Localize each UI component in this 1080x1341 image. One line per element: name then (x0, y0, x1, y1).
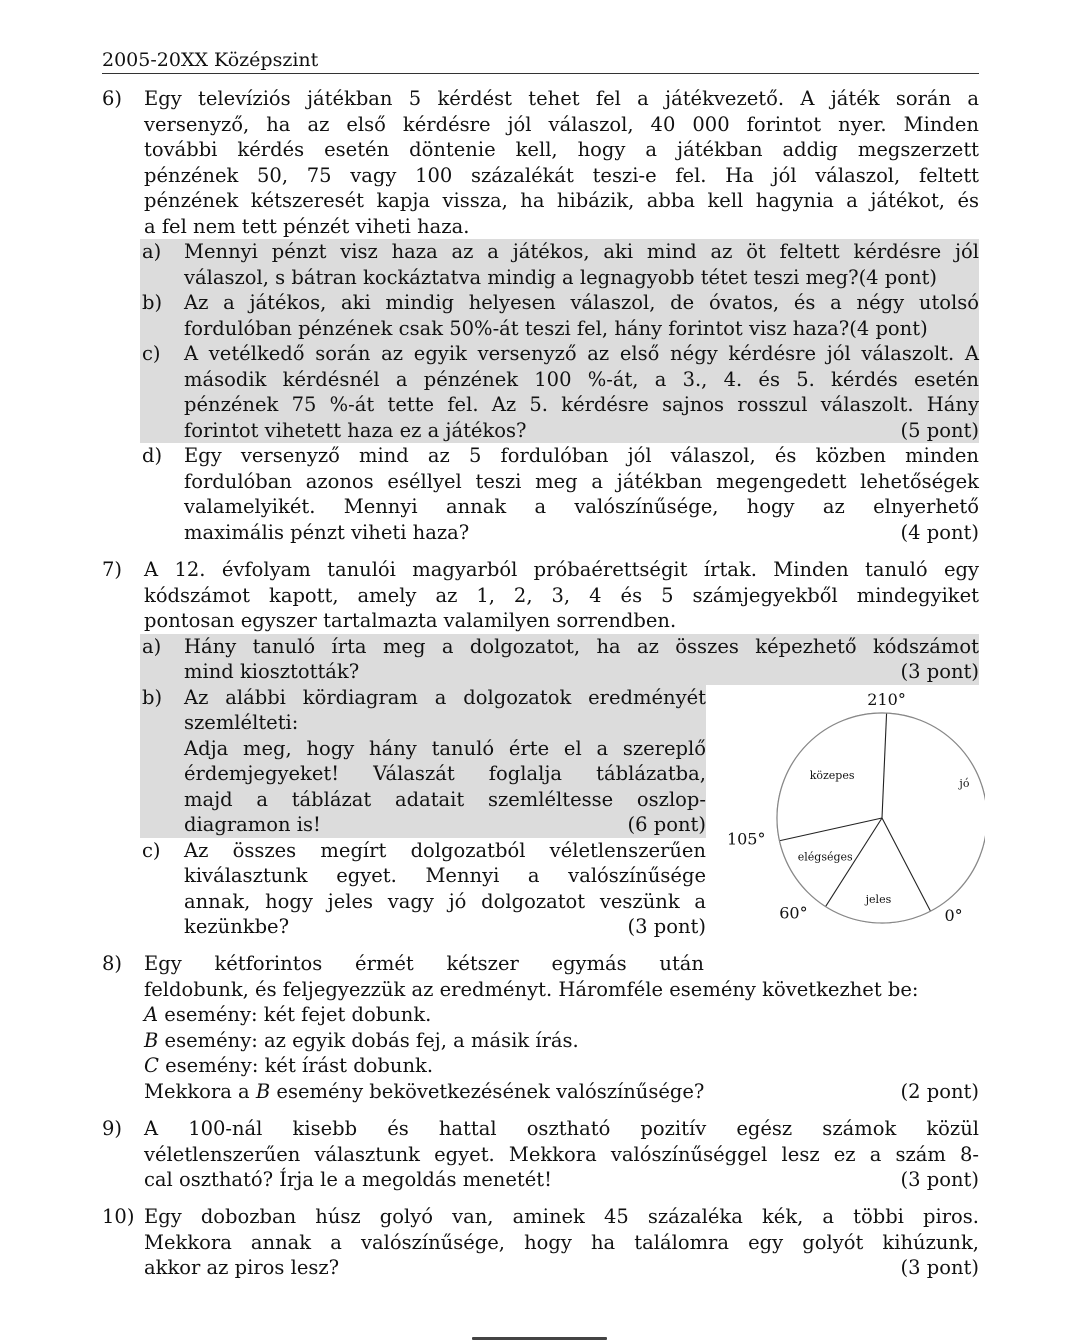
text-line: Az alábbi kördiagram a dolgozatok eredményét (184, 685, 706, 709)
points-label: (3 pont) (900, 1256, 979, 1279)
text-line: a fel nem tett pénzét viheti haza. (144, 214, 470, 238)
subquestion-c (140, 838, 706, 940)
text-line: majd a táblázat adatait szemléltesse oszlop- (184, 787, 706, 811)
problem-text (144, 557, 979, 634)
text-line: Hány tanuló írta meg a dolgozatot, ha az összes képezhető kódszámot (184, 634, 979, 658)
text-line: A vetélkedő során az egyik versenyző az első négy kérdésre jól válaszolt. A (184, 342, 979, 365)
text-line: valamelyikét. Mennyi annak a valószínűsége, hogy az elnyerhető (184, 495, 979, 518)
problem-number: 7) (102, 558, 123, 581)
event-letter: B (144, 1028, 159, 1052)
problem-number: 10) (102, 1205, 135, 1228)
text-line: Mekkora annak a valószínűsége, hogy ha találomra egy golyót kihúzunk, (144, 1230, 979, 1254)
text-line: mind kiosztották? (184, 660, 360, 683)
text-line: annak, hogy jeles vagy jó dolgozatot veszünk a (184, 889, 706, 913)
angle-label-210: 210° (867, 690, 906, 710)
problem-text (144, 86, 979, 239)
angle-label-0: 0° (944, 906, 963, 926)
problem-number: 8) (102, 952, 123, 975)
text-line: szemlélteti: (184, 711, 299, 734)
header-title: 2005-20XX Középszint (102, 49, 319, 71)
question-line (144, 1079, 704, 1105)
subquestion-label: b) (142, 291, 163, 314)
angle-label-105: 105° (726, 829, 766, 849)
subquestion-a (140, 239, 979, 290)
text-line: Mennyi pénzt visz haza az a játékos, aki mind az öt feltett kérdésre jól (184, 240, 979, 263)
slice-label-jó: jó (959, 776, 970, 790)
subquestion-b (140, 290, 979, 341)
points-label: (3 pont) (627, 915, 706, 938)
text-line: kezünkbe? (184, 915, 290, 938)
text-line: maximális pénzt viheti haza? (184, 520, 470, 544)
event-text: esemény: az egyik dobás fej, a másik írás. (158, 1028, 579, 1052)
subquestion-label: d) (142, 444, 163, 467)
subquestion-label: c) (142, 342, 161, 365)
text: Mekkora a (144, 1079, 256, 1103)
text-line: további kérdés esetén döntenie kell, hogy a játékban addig megszerzett (144, 138, 979, 161)
event-letter: A (144, 1003, 159, 1026)
text: esemény bekövetkezésének valószínűsége? (270, 1079, 705, 1103)
problem-text (144, 1204, 979, 1281)
text-line: diagramon is! (184, 813, 321, 836)
text-line: forintot vihetett haza ez a játékos? (184, 418, 527, 442)
pie-chart (725, 688, 985, 938)
slice-label-elégséges: elégséges (797, 850, 853, 864)
pie-chart-svg (725, 688, 985, 938)
text-line: fordulóban azonos eséllyel teszi meg a játékban megengedett lehetőségek (184, 469, 979, 493)
points-label: (5 pont) (900, 418, 979, 442)
text-line: érdemjegyeket! Válaszát foglalja táblázatba, (184, 762, 706, 785)
points-label: (4 pont) (900, 520, 979, 544)
problem-text (144, 951, 979, 1104)
subquestion-a (140, 634, 979, 685)
text-line: pénzének 50, 75 vagy 100 százalékát teszi-e fel. Ha jól válaszol, feltett (144, 163, 979, 187)
text-line: Az a játékos, aki mindig helyesen válaszol, de óvatos, és a négy utolsó (184, 291, 979, 314)
problem-6 (102, 86, 979, 545)
text-line: véletlenszerűen választunk egyet. Mekkora valószínűséggel lesz ez a szám 8- (144, 1142, 979, 1166)
points-label: (3 pont) (900, 1168, 979, 1191)
text-line: kiválasztunk egyet. Mennyi a valószínűsége (184, 864, 706, 887)
event-letter: C (144, 1054, 159, 1077)
text-line: Egy versenyző mind az 5 fordulóban jól válaszol, és közben minden (184, 444, 979, 467)
problem-number: 9) (102, 1117, 123, 1140)
problem-8 (102, 951, 979, 1104)
text-line: versenyző, ha az első kérdésre jól válaszol, 40 000 forintot nyer. Minden (144, 112, 979, 136)
slice-label-közepes: közepes (809, 769, 855, 783)
problem-number: 6) (102, 87, 123, 110)
problem-9 (102, 1116, 979, 1193)
page-indicator-bar (472, 1337, 607, 1340)
text-line: Egy televíziós játékban 5 kérdést tehet fel a játékvezető. A játék során a (144, 87, 979, 110)
text-line: A 12. évfolyam tanulói magyarból próbaérettségit írtak. Minden tanuló egy (144, 558, 979, 581)
text-line: Egy dobozban húsz golyó van, aminek 45 százaléka kék, a többi piros. (144, 1205, 979, 1228)
text-line: Egy kétforintos érmét kétszer egymás után (144, 952, 704, 975)
text-line: pénzének 75 %-át tette fel. Az 5. kérdésre sajnos rosszul válaszolt. Hány (184, 393, 979, 416)
event-b (144, 1028, 979, 1054)
subquestion-label: a) (142, 240, 162, 263)
subquestion-b (140, 685, 706, 838)
text-line: kódszámot kapott, amely az 1, 2, 3, 4 és 5 számjegyekből mindegyiket (144, 583, 979, 607)
text-line: feldobunk, és feljegyezzük az eredményt. Háromféle esemény következhet be: (144, 977, 919, 1001)
problem-10 (102, 1204, 979, 1281)
points-label: (4 pont) (858, 265, 938, 289)
points-label: (2 pont) (900, 1079, 979, 1103)
page-header (102, 48, 979, 74)
text-line: második kérdésnél a pénzének 100 %-át, a 3., 4. és 5. kérdés esetén (184, 367, 979, 391)
event-letter: B (255, 1079, 271, 1103)
points-label: (3 pont) (900, 660, 979, 683)
subquestion-d (140, 443, 979, 545)
subquestion-label: b) (142, 685, 163, 709)
subquestion-label: c) (142, 838, 161, 862)
points-label: (6 pont) (627, 813, 706, 836)
text-line: A 100-nál kisebb és hattal osztható pozitív egész számok közül (144, 1117, 979, 1140)
slice-label-jeles: jeles (865, 892, 892, 906)
points-label: (4 pont) (849, 316, 928, 340)
text-line: cal osztható? Írja le a megoldás menetét! (144, 1168, 552, 1191)
angle-label-60: 60° (779, 903, 808, 923)
text-line: pénzének kétszeresét kapja vissza, ha hibázik, abba kell hagynia a játékot, és (144, 189, 979, 212)
subquestion-c (140, 341, 979, 443)
text-line: Adja meg, hogy hány tanuló érte el a szereplő (184, 736, 706, 760)
event-c (144, 1053, 979, 1079)
text-line: válaszol, s bátran kockáztatva mindig a legnagyobb tétet teszi meg? (184, 265, 859, 289)
event-text: esemény: két fejet dobunk. (158, 1003, 432, 1026)
problem-text (144, 1116, 979, 1193)
text-line: pontosan egyszer tartalmazta valamilyen sorrendben. (144, 609, 677, 632)
event-text: esemény: két írást dobunk. (158, 1054, 434, 1077)
text-line: fordulóban pénzének csak 50%-át teszi fel, hány forintot visz haza? (184, 316, 850, 340)
text-line: akkor az piros lesz? (144, 1256, 340, 1279)
text-line: Az összes megírt dolgozatból véletlenszerűen (184, 838, 706, 862)
subquestion-label: a) (142, 634, 162, 658)
event-a (144, 1002, 979, 1028)
